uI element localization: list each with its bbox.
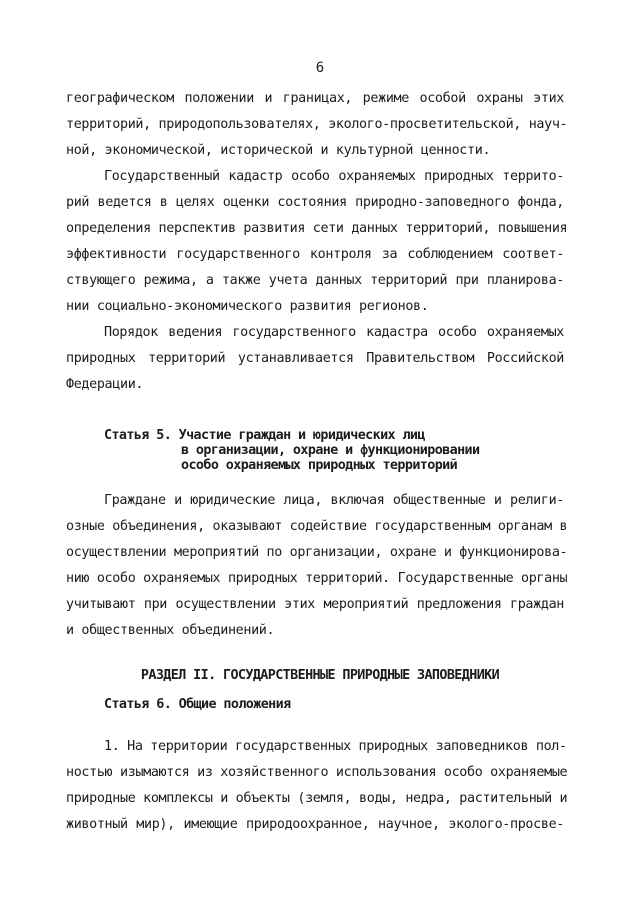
article-5-heading-line: особо охраняемых природных территорий [181,458,458,473]
paragraph-line: Порядок ведения государственного кадастра особо охраняемых [104,325,564,340]
paragraph-line: и общественных объединений. [66,623,275,638]
paragraph-line: нию особо охраняемых природных территорий. Государственные органы [66,571,568,586]
paragraph-line: осуществлении мероприятий по организации, охране и функционирова- [66,545,568,560]
page-number: 6 [315,60,325,76]
paragraph-line: Федерации. [66,377,144,392]
article-5-heading-line: в организации, охране и функционировании [181,443,480,458]
paragraph-line: озные объединения, оказывают содействие государственным органам в [66,519,568,534]
paragraph-line: определения перспектив развития сети данных территорий, повышения [66,221,568,236]
paragraph-line: учитывают при осуществлении этих мероприятий предложения граждан [66,597,564,612]
paragraph-line: природных территорий устанавливается Правительством Российской [66,351,564,366]
paragraph-line: природные комплексы и объекты (земля, воды, недра, растительный и [66,791,568,806]
paragraph-line: территорий, природопользователях, эколого-просветительской, науч- [66,117,568,132]
paragraph-line: географическом положении и границах, режиме особой охраны этих [66,91,564,106]
paragraph-line: ной, экономической, исторической и культурной ценности. [66,143,491,158]
paragraph-line: Государственный кадастр особо охраняемых природных террито- [104,169,564,184]
paragraph-line: нии социально-экономического развития регионов. [66,299,429,314]
article-5-heading-line: Статья 5. Участие граждан и юридических лиц [104,428,425,443]
paragraph-line: Граждане и юридические лица, включая общественные и религи- [104,493,564,508]
paragraph-line: рий ведется в целях оценки состояния природно-заповедного фонда, [66,195,564,210]
paragraph-line: ностью изымаются из хозяйственного использования особо охраняемые [66,765,568,780]
article-6-heading: Статья 6. Общие положения [104,697,291,712]
section-2-heading: РАЗДЕЛ II. ГОСУДАРСТВЕННЫЕ ПРИРОДНЫЕ ЗАПОВЕДНИКИ [140,668,500,683]
paragraph-line: 1. На территории государственных природных заповедников пол- [104,739,567,754]
paragraph-line: эффективности государственного контроля за соблюдением соответ- [66,247,564,262]
paragraph-line: ствующего режима, а также учета данных территорий при планирова- [66,273,564,288]
paragraph-line: животный мир), имеющие природоохранное, научное, эколого-просве- [66,817,564,832]
